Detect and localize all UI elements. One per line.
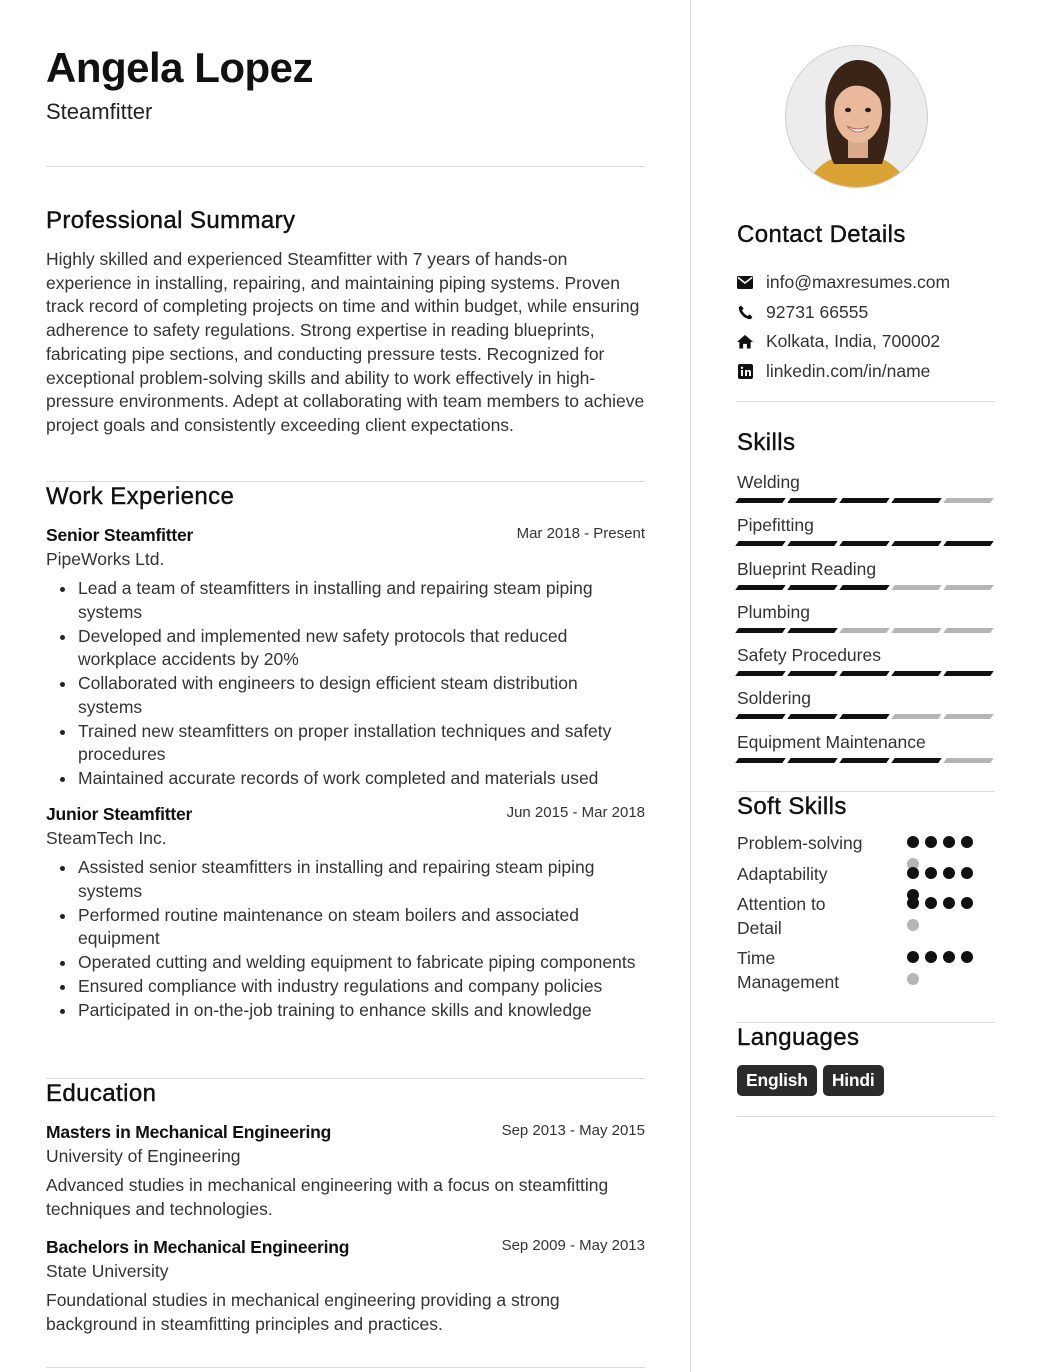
skill-segment-filled bbox=[839, 498, 890, 503]
skill-segment-filled bbox=[891, 541, 942, 546]
home-icon bbox=[737, 334, 753, 350]
rating-dot-filled bbox=[943, 867, 955, 879]
divider bbox=[46, 1367, 645, 1368]
job-entry bbox=[46, 525, 645, 791]
skill-segment-filled bbox=[891, 498, 942, 503]
skill-segment-filled bbox=[735, 541, 786, 546]
job-bullet: Operated cutting and welding equipment to fabricate piping components bbox=[46, 951, 645, 975]
school-name: University of Engineering bbox=[46, 1146, 241, 1166]
skill-segment-filled bbox=[943, 541, 994, 546]
skill-level-bar bbox=[737, 628, 995, 633]
divider bbox=[46, 166, 645, 167]
job-date: Mar 2018 - Present bbox=[516, 525, 645, 542]
divider bbox=[46, 1078, 645, 1079]
job-bullet: Lead a team of steamfitters in installing and repairing steam piping systems bbox=[46, 577, 645, 624]
address-text: Kolkata, India, 700002 bbox=[766, 331, 941, 352]
rating-dot-filled bbox=[907, 836, 919, 848]
rating-dot-filled bbox=[925, 836, 937, 848]
skill-segment-empty bbox=[943, 714, 994, 719]
skill-segment-filled bbox=[839, 714, 890, 719]
skill-item bbox=[737, 557, 995, 600]
skill-segment-filled bbox=[787, 585, 838, 590]
soft-skill-item bbox=[737, 893, 995, 947]
phone-icon bbox=[737, 304, 753, 320]
soft-skill-item bbox=[737, 947, 995, 994]
skill-segment-filled bbox=[735, 628, 786, 633]
languages-list bbox=[737, 1065, 884, 1096]
contact-phone[interactable] bbox=[737, 298, 995, 328]
soft-skill-name: Problem-solving bbox=[737, 833, 863, 853]
job-bullet: Assisted senior steamfitters in installing and repairing steam piping systems bbox=[46, 856, 645, 903]
skill-segment-filled bbox=[787, 541, 838, 546]
candidate-name: Angela Lopez bbox=[46, 44, 314, 91]
skill-segment-filled bbox=[891, 758, 942, 763]
linkedin-text: linkedin.com/in/name bbox=[766, 361, 931, 382]
language-tag: Hindi bbox=[823, 1065, 884, 1096]
candidate-title: Steamfitter bbox=[46, 99, 153, 124]
job-bullet: Performed routine maintenance on steam boilers and associated equipment bbox=[46, 904, 645, 951]
skill-segment-empty bbox=[891, 714, 942, 719]
divider bbox=[737, 1116, 995, 1117]
experience-heading: Work Experience bbox=[46, 483, 235, 510]
skill-segment-filled bbox=[787, 628, 838, 633]
skill-segment-filled bbox=[891, 671, 942, 676]
skill-segment-filled bbox=[787, 714, 838, 719]
skill-level-bar bbox=[737, 585, 995, 590]
skill-name: Plumbing bbox=[737, 601, 810, 622]
divider bbox=[737, 1022, 995, 1023]
skill-item bbox=[737, 643, 995, 686]
skill-segment-filled bbox=[735, 498, 786, 503]
job-role: Senior Steamfitter bbox=[46, 525, 194, 545]
skill-segment-empty bbox=[943, 628, 994, 633]
skill-segment-filled bbox=[735, 714, 786, 719]
email-text: info@maxresumes.com bbox=[766, 272, 951, 293]
job-bullet: Participated in on-the-job training to enhance skills and knowledge bbox=[46, 999, 645, 1023]
skill-segment-filled bbox=[787, 671, 838, 676]
linkedin-icon bbox=[737, 364, 753, 380]
skill-level-bar bbox=[737, 498, 995, 503]
soft-skill-name: Attention to Detail bbox=[737, 894, 826, 938]
skill-item bbox=[737, 730, 995, 773]
skill-level-bar bbox=[737, 671, 995, 676]
skill-item bbox=[737, 513, 995, 556]
rating-dot-filled bbox=[907, 897, 919, 909]
job-bullet: Maintained accurate records of work completed and materials used bbox=[46, 767, 645, 791]
job-date: Jun 2015 - Mar 2018 bbox=[506, 804, 645, 821]
skill-level-bar bbox=[737, 714, 995, 719]
soft-skill-name: Time Management bbox=[737, 948, 840, 992]
skill-name: Pipefitting bbox=[737, 515, 814, 536]
rating-dot-filled bbox=[907, 867, 919, 879]
profile-photo bbox=[785, 45, 928, 188]
phone-text: 92731 66555 bbox=[766, 301, 869, 322]
summary-heading: Professional Summary bbox=[46, 207, 296, 234]
skill-name: Welding bbox=[737, 472, 800, 492]
skill-segment-filled bbox=[787, 498, 838, 503]
divider bbox=[737, 401, 995, 402]
skill-segment-filled bbox=[839, 585, 890, 590]
column-divider bbox=[690, 0, 691, 1372]
school-name: State University bbox=[46, 1261, 169, 1281]
skill-item bbox=[737, 470, 995, 513]
skill-level-bar bbox=[737, 541, 995, 546]
skill-segment-empty bbox=[891, 585, 942, 590]
contact-list bbox=[737, 268, 995, 386]
soft-skills-heading: Soft Skills bbox=[737, 793, 847, 820]
rating-dot-filled bbox=[907, 951, 919, 963]
soft-skill-name: Adaptability bbox=[737, 864, 828, 884]
skill-segment-filled bbox=[839, 541, 890, 546]
skill-segment-empty bbox=[943, 758, 994, 763]
skill-segment-empty bbox=[943, 498, 994, 503]
rating-dot-filled bbox=[943, 951, 955, 963]
rating-dot-filled bbox=[961, 951, 973, 963]
job-bullets bbox=[46, 856, 645, 1023]
job-company: PipeWorks Ltd. bbox=[46, 549, 165, 569]
rating-dot-empty bbox=[907, 919, 919, 931]
rating-dot-empty bbox=[907, 973, 919, 985]
job-bullet: Collaborated with engineers to design efficient steam distribution systems bbox=[46, 672, 645, 719]
contact-linkedin[interactable] bbox=[737, 357, 995, 387]
education-heading: Education bbox=[46, 1080, 157, 1107]
education-description: Foundational studies in mechanical engineering providing a strong background in steamfitting principles and practices. bbox=[46, 1290, 560, 1334]
job-bullets bbox=[46, 577, 645, 791]
rating-dot-filled bbox=[925, 951, 937, 963]
education-date: Sep 2013 - May 2015 bbox=[501, 1122, 645, 1139]
degree-name: Bachelors in Mechanical Engineering bbox=[46, 1237, 350, 1257]
skill-segment-filled bbox=[839, 758, 890, 763]
rating-dot-filled bbox=[925, 867, 937, 879]
education-entry bbox=[46, 1237, 645, 1336]
job-bullet: Developed and implemented new safety protocols that reduced workplace accidents by 20% bbox=[46, 625, 645, 672]
skill-name: Soldering bbox=[737, 688, 811, 709]
skill-segment-empty bbox=[943, 585, 994, 590]
skill-name: Safety Procedures bbox=[737, 645, 881, 666]
job-bullet: Ensured compliance with industry regulations and company policies bbox=[46, 975, 645, 999]
rating-dot-filled bbox=[925, 897, 937, 909]
skills-heading: Skills bbox=[737, 429, 796, 456]
education-entry bbox=[46, 1122, 645, 1221]
skill-segment-filled bbox=[735, 758, 786, 763]
job-company: SteamTech Inc. bbox=[46, 828, 167, 848]
divider bbox=[737, 791, 995, 792]
degree-name: Masters in Mechanical Engineering bbox=[46, 1122, 332, 1142]
soft-skill-item bbox=[737, 832, 995, 863]
skill-item bbox=[737, 600, 995, 643]
rating-dot-filled bbox=[961, 867, 973, 879]
skill-level-bar bbox=[737, 758, 995, 763]
education-description: Advanced studies in mechanical engineering with a focus on steamfitting techniques and technologies. bbox=[46, 1175, 609, 1219]
rating-dot-filled bbox=[961, 836, 973, 848]
skill-segment-filled bbox=[735, 585, 786, 590]
soft-skill-item bbox=[737, 863, 995, 893]
rating-dot-filled bbox=[943, 836, 955, 848]
skill-segment-filled bbox=[787, 758, 838, 763]
education-date: Sep 2009 - May 2013 bbox=[501, 1237, 645, 1254]
languages-heading: Languages bbox=[737, 1024, 860, 1051]
language-tag: English bbox=[737, 1065, 817, 1096]
contact-heading: Contact Details bbox=[737, 221, 906, 248]
skill-item bbox=[737, 686, 995, 729]
skill-segment-filled bbox=[943, 671, 994, 676]
skills-list bbox=[737, 470, 995, 773]
skill-name: Blueprint Reading bbox=[737, 558, 877, 579]
skill-segment-filled bbox=[839, 671, 890, 676]
skill-name: Equipment Maintenance bbox=[737, 731, 926, 752]
rating-dot-filled bbox=[943, 897, 955, 909]
contact-address bbox=[737, 327, 995, 357]
contact-email[interactable] bbox=[737, 268, 995, 298]
job-role: Junior Steamfitter bbox=[46, 804, 193, 824]
envelope-icon bbox=[737, 275, 753, 291]
job-entry bbox=[46, 804, 645, 1023]
skill-segment-filled bbox=[735, 671, 786, 676]
divider bbox=[46, 481, 645, 482]
summary-text: Highly skilled and experienced Steamfitter with 7 years of hands-on experience in installing, repairing, and maintaining piping systems. Proven track record of completing projects on time and within budget, while ensuring adherence to safety regulations. Strong expertise in reading blueprints, fabricating pipe sections, and conducting pressure tests. Recognized for exceptional problem-solving skills and ability to work effectively in high-pressure environments. Adept at collaborating with team members to achieve project goals and consistently exceeding client expectations. bbox=[46, 249, 645, 435]
skill-segment-empty bbox=[891, 628, 942, 633]
job-bullet: Trained new steamfitters on proper installation techniques and safety procedures bbox=[46, 720, 645, 767]
rating-dot-filled bbox=[961, 897, 973, 909]
skill-segment-empty bbox=[839, 628, 890, 633]
